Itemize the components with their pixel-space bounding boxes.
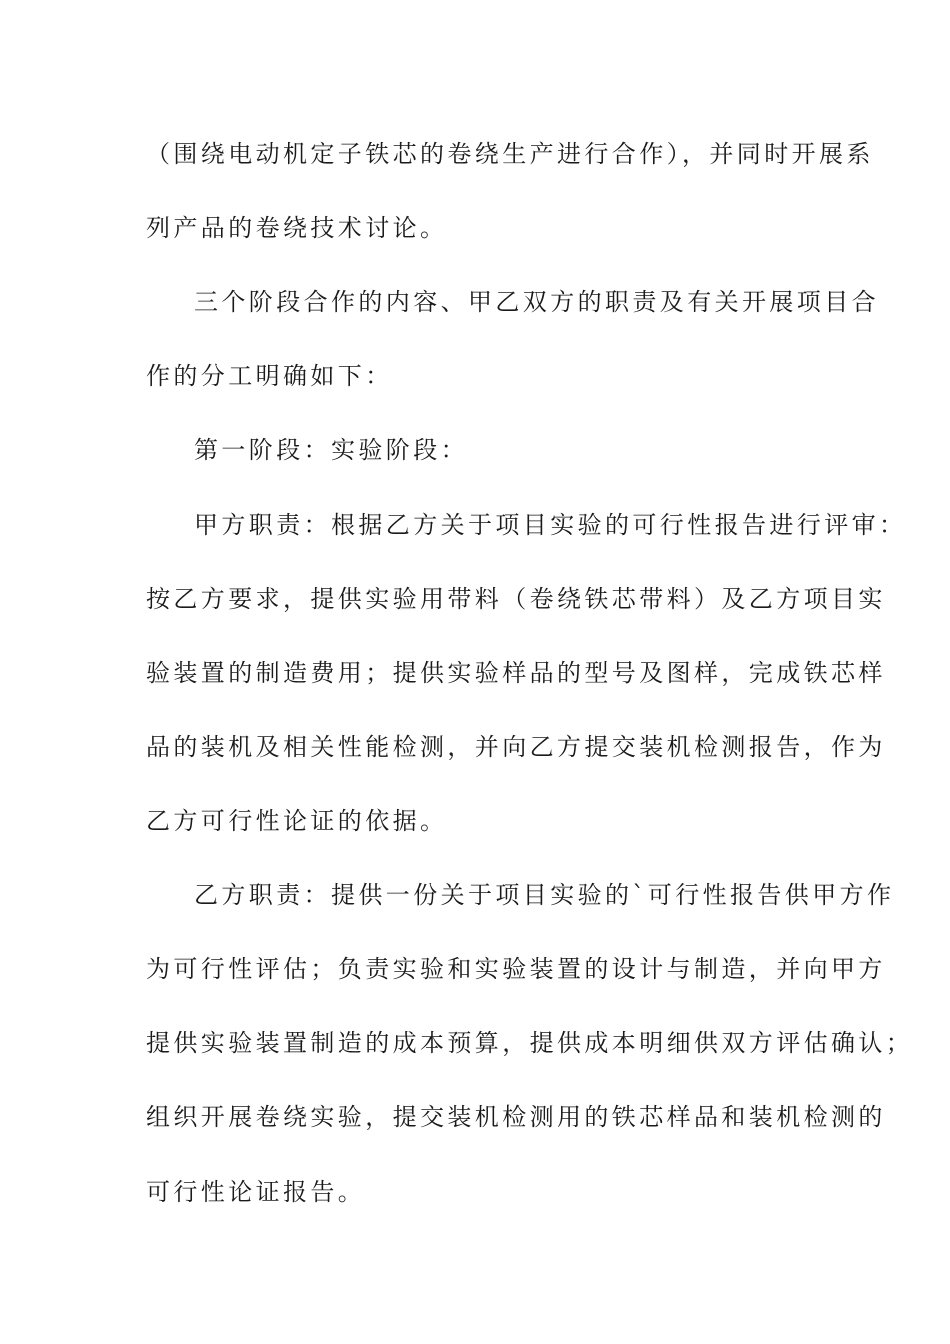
section-heading: 第一阶段：实验阶段： bbox=[194, 436, 468, 464]
paragraph-line: 列产品的卷绕技术讨论。 bbox=[146, 214, 448, 242]
paragraph-line: 组织开展卷绕实验，提交装机检测用的铁芯样品和装机检测的 bbox=[146, 1103, 886, 1131]
paragraph-line: 三个阶段合作的内容、甲乙双方的职责及有关开展项目合 bbox=[194, 288, 879, 316]
paragraph-line: 按乙方要求，提供实验用带料（卷绕铁芯带料）及乙方项目实 bbox=[146, 585, 886, 613]
paragraph-line: 作的分工明确如下： bbox=[146, 362, 393, 390]
paragraph-line: 可行性论证报告。 bbox=[146, 1178, 366, 1206]
paragraph-line: （围绕电动机定子铁芯的卷绕生产进行合作），并同时开展系 bbox=[146, 140, 874, 168]
paragraph-line: 品的装机及相关性能检测，并向乙方提交装机检测报告，作为 bbox=[146, 733, 886, 761]
paragraph-line: 验装置的制造费用；提供实验样品的型号及图样，完成铁芯样 bbox=[146, 659, 886, 687]
paragraph-line: 乙方职责：提供一份关于项目实验的`可行性报告供甲方作 bbox=[194, 881, 895, 909]
paragraph-line: 提供实验装置制造的成本预算，提供成本明细供双方评估确认； bbox=[146, 1029, 914, 1057]
paragraph-line: 乙方可行性论证的依据。 bbox=[146, 807, 448, 835]
paragraph-line: 甲方职责：根据乙方关于项目实验的可行性报告进行评审： bbox=[194, 511, 907, 539]
paragraph-line: 为可行性评估；负责实验和实验装置的设计与制造，并向甲方 bbox=[146, 955, 886, 983]
